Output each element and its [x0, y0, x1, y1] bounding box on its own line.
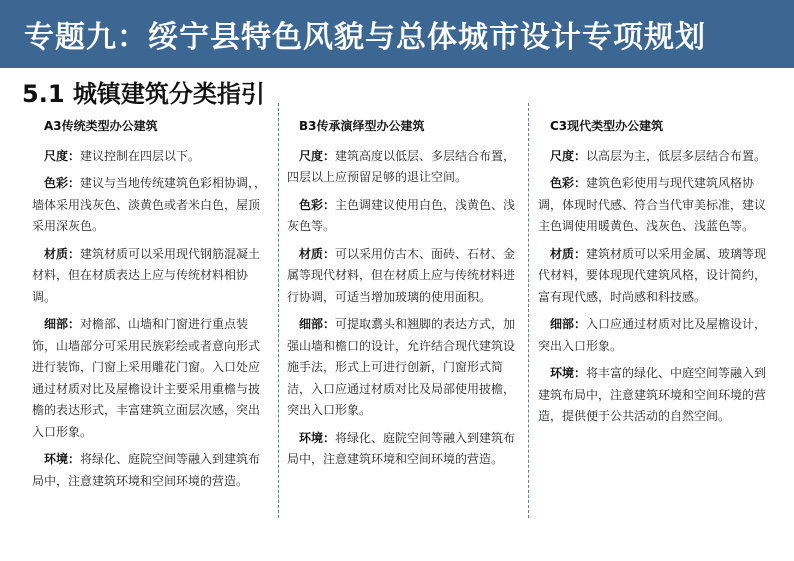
guideline-label: 色彩：	[44, 176, 81, 190]
guideline-label: 细部：	[299, 317, 336, 331]
guideline-text: 主色调建议使用白色，浅黄色、浅灰色等。	[287, 197, 516, 233]
guideline-text: 将绿化、庭院空间等融入到建筑布局中，注意建筑环境和空间环境的营造。	[32, 452, 261, 488]
guideline-scale	[32, 146, 270, 168]
guideline-text: 建筑材质可以采用现代钢筋混凝土材料，但在材质表达上应与传统材料相协调。	[32, 246, 261, 304]
guideline-label: 尺度：	[299, 148, 336, 163]
guideline-text: 可提取翥头和翘脚的表达方式，加强山墙和檐口的设计，允许结合现代建筑设施手法，形式上可进行创新，门窗形式简洁，入口应通过材质对比及局部使用披檐，突出入口形象。	[287, 317, 516, 417]
guideline-text: 建筑色彩使用与现代建筑风格协调，体现时代感、符合当代审美标准，建议主色调使用暖黄色、浅灰色、浅蓝色等。	[538, 176, 767, 233]
column-title: C3现代类型办公建筑	[550, 119, 664, 133]
guideline-color	[287, 195, 521, 238]
guideline-detail	[287, 314, 521, 422]
column-b3-inherited	[287, 116, 521, 477]
column-divider	[278, 103, 279, 518]
guideline-text: 入口应通过材质对比及屋檐设计，突出入口形象。	[538, 317, 767, 353]
guideline-text: 建筑材质可以采用金属、玻璃等现代材料，要体现现代建筑风格，设计简约，富有现代感，时尚感和科技感。	[538, 246, 767, 304]
guideline-material	[538, 244, 770, 309]
guideline-text: 建筑高度以低层、多层结合布置，四层以上应预留足够的退让空间。	[287, 148, 516, 184]
section-title: 5.1 城镇建筑分类指引	[22, 80, 265, 108]
guideline-environment	[287, 428, 521, 471]
guideline-color	[538, 173, 770, 238]
guideline-environment	[32, 449, 270, 492]
guideline-material	[32, 244, 270, 309]
column-title: A3传统类型办公建筑	[44, 119, 158, 133]
guideline-text: 将绿化、庭院空间等融入到建筑布局中，注意建筑环境和空间环境的营造。	[287, 430, 516, 466]
guideline-label: 尺度：	[44, 148, 81, 163]
guideline-label: 细部：	[44, 317, 81, 331]
guideline-scale	[538, 146, 770, 168]
header-banner	[0, 0, 794, 68]
guideline-text: 可以采用仿古木、面砖、石材、金属等现代材料，但在材质上应与传统材料进行协调，可适当增加玻璃的使用面积。	[287, 246, 516, 304]
guideline-scale	[287, 146, 521, 189]
guideline-text: 将丰富的绿化、中庭空间等融入到建筑布局中，注意建筑环境和空间环境的营造，提供便于公共活动的自然空间。	[538, 366, 767, 423]
guideline-label: 色彩：	[299, 197, 336, 212]
column-divider	[528, 103, 529, 518]
guideline-text: 以高层为主，低层多层结合布置。	[586, 148, 767, 163]
guideline-label: 细部：	[550, 317, 587, 331]
header-title: 专题九：绥宁县特色风貌与总体城市设计专项规划	[24, 20, 706, 55]
column-title: B3传承演绎型办公建筑	[299, 119, 425, 133]
guideline-label: 尺度：	[550, 148, 587, 163]
guideline-color	[32, 173, 270, 238]
guideline-text: 建议控制在四层以下。	[80, 148, 201, 163]
guideline-detail	[538, 314, 770, 357]
guideline-label: 环境：	[299, 430, 336, 445]
guideline-detail	[32, 314, 270, 443]
guideline-label: 材质：	[44, 246, 81, 261]
guideline-text: 对檐部、山墙和门窗进行重点装饰，山墙部分可采用民族彩绘或者意向形式进行装饰，门窗上采用雕花门窗。入口处应通过材质对比及屋檐设计主要采用重檐与披檐的表达形式，丰富建筑立面层次感，突出入口形象。	[32, 317, 261, 439]
guideline-material	[287, 244, 521, 309]
guideline-environment	[538, 363, 770, 428]
column-c3-modern	[538, 116, 770, 434]
guideline-label: 材质：	[299, 246, 336, 261]
guideline-label: 材质：	[550, 246, 587, 261]
guideline-label: 环境：	[550, 366, 587, 380]
guideline-text: 建议与当地传统建筑色彩相协调，，墙体采用浅灰色、淡黄色或者米白色，屋顶采用深灰色。	[32, 176, 267, 233]
guideline-label: 色彩：	[550, 176, 587, 190]
column-a3-traditional	[32, 116, 270, 498]
guideline-label: 环境：	[44, 452, 81, 466]
